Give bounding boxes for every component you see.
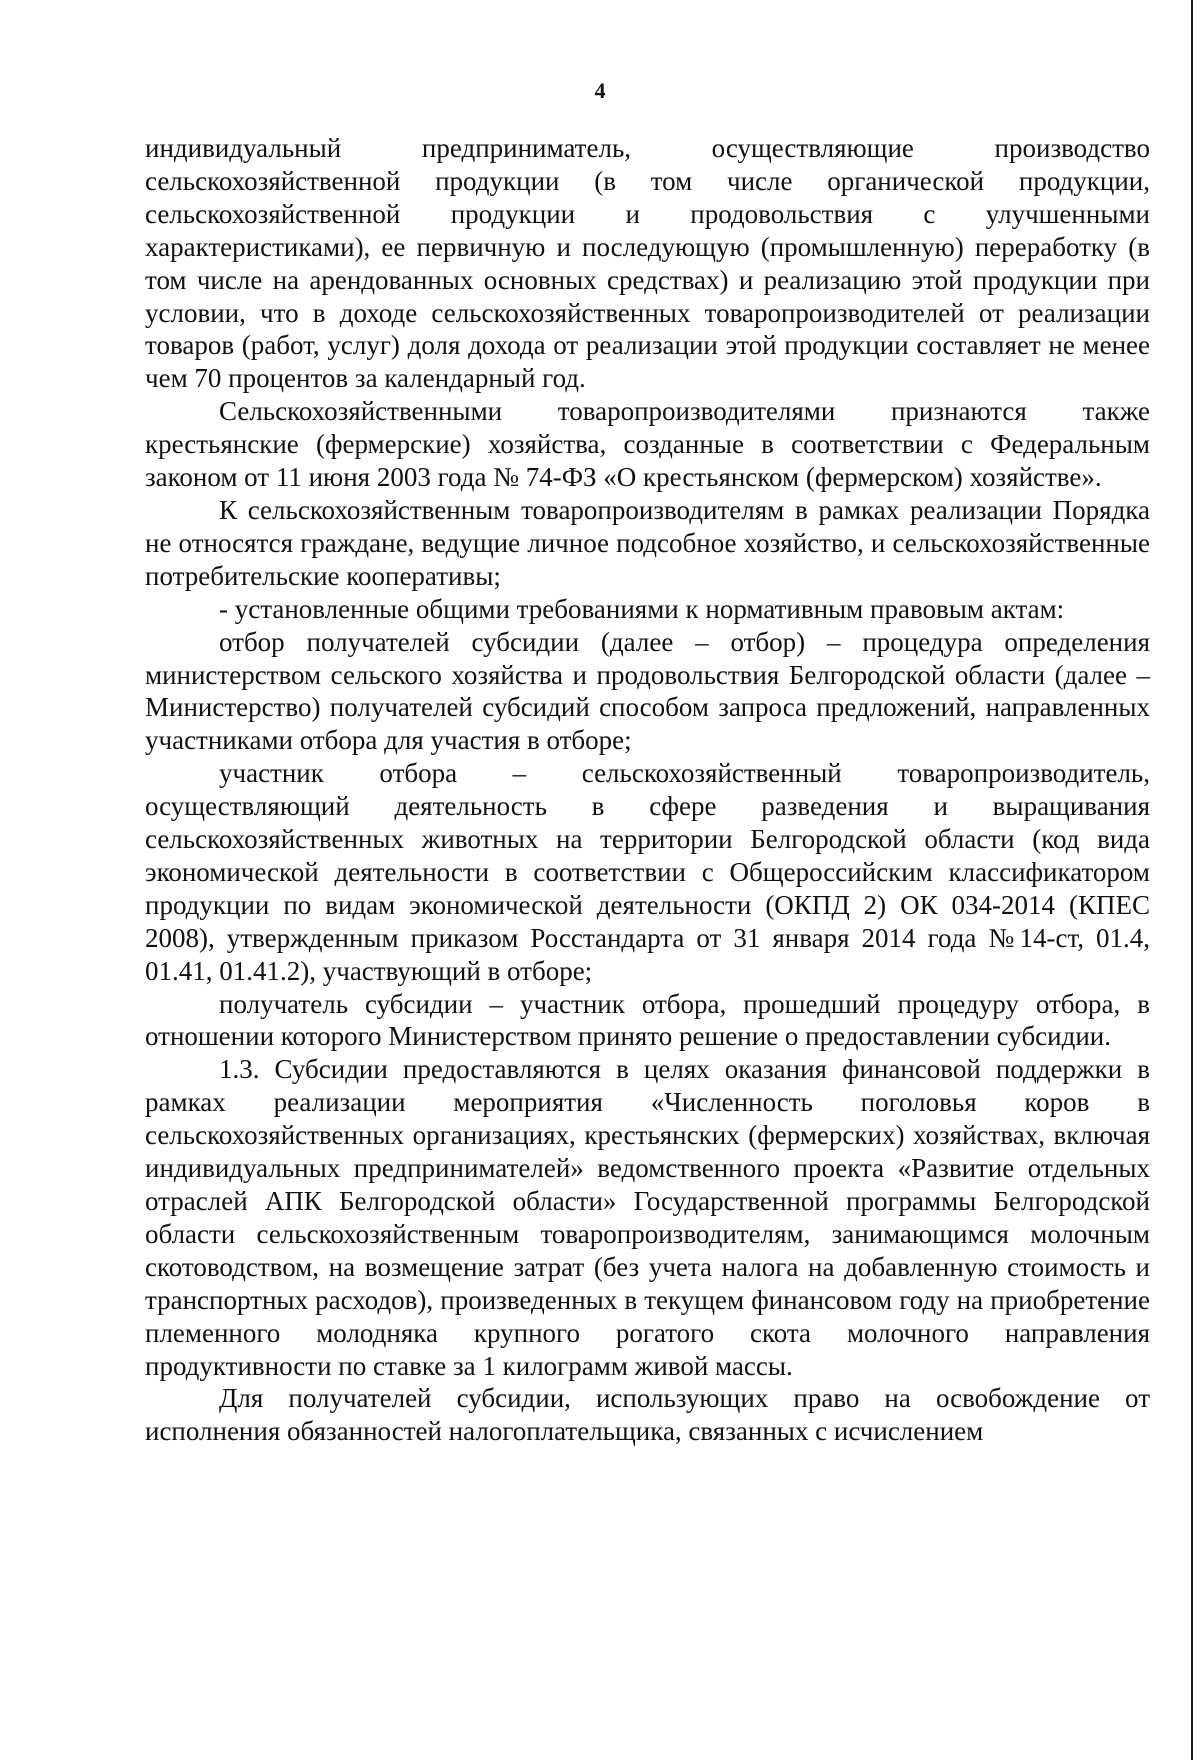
paragraph-tax-exemption: Для получателей субсидии, использующих право на освобождение от исполнения обязанностей налогоплательщика, связанных с исчислением	[145, 1383, 1150, 1447]
paragraph-general-requirements: - установленные общими требованиями к нормативным правовым актам:	[219, 593, 1065, 624]
paragraph-exclusions: К сельскохозяйственным товаропроизводителям в рамках реализации Порядка не относятся граждане, ведущие личное подсобное хозяйство, и сельскохозяйственные потребительские кооперативы;	[145, 494, 1150, 591]
paragraph-recipient-definition: получатель субсидии – участник отбора, прошедший процедуру отбора, в отношении которого Министерством принято решение о предоставлении субсидии.	[145, 988, 1150, 1052]
page-number: 4	[594, 78, 606, 103]
paragraph-continuation: индивидуальный предприниматель, осуществляющие производство сельскохозяйственной продукции (в том числе органической продукции, сельскохозяйственной продукции и продовольствия с улучшенными характеристиками), ее первичную и последующую (промышленную) переработку (в том числе на арендованных основных средствах) и реализацию этой продукции при условии, что в доходе сельскохозяйственных товаропроизводителей от реализации товаров (работ, услуг) доля дохода от реализации этой продукции составляет не менее чем 70 процентов за календарный год.	[145, 133, 1150, 394]
paragraph-selection-definition: отбор получателей субсидии (далее – отбор) – процедура определения министерством сельского хозяйства и продовольствия Белгородской области (далее – Министерство) получателей субсидий способом запроса предложений, направленных участниками отбора для участия в отборе;	[145, 626, 1150, 756]
scan-edge-line	[1191, 0, 1193, 1760]
document-body	[145, 132, 1150, 1448]
paragraph-participant-definition: участник отбора – сельскохозяйственный товаропроизводитель, осуществляющий деятельность в сфере разведения и выращивания сельскохозяйственных животных на территории Белгородской области (код вида экономической деятельности в соответствии с Общероссийским классификатором продукции по видам экономической деятельности (ОКПД 2) ОК 034-2014 (КПЕС 2008), утвержденным приказом Росстандарта от 31 января 2014 года №14-ст, 01.4, 01.41, 01.41.2), участвующий в отборе;	[145, 758, 1150, 986]
paragraph-section-1-3: 1.3. Субсидии предоставляются в целях оказания финансовой поддержки в рамках реализации мероприятия «Численность поголовья коров в сельскохозяйственных организациях, крестьянских (фермерских) хозяйствах, включая индивидуальных предпринимателей» ведомственного проекта «Развитие отдельных отраслей АПК Белгородской области» Государственной программы Белгородской области сельскохозяйственным товаропроизводителям, занимающимся молочным скотоводством, на возмещение затрат (без учета налога на добавленную стоимость и транспортных расходов), произведенных в текущем финансовом году на приобретение племенного молодняка крупного рогатого скота молочного направления продуктивности по ставке за 1 килограмм живой массы.	[145, 1054, 1150, 1381]
paragraph-farms: Сельскохозяйственными товаропроизводителями признаются также крестьянские (фермерские) хозяйства, созданные в соответствии с Федеральным законом от 11 июня 2003 года № 74-ФЗ «О крестьянском (фермерском) хозяйстве».	[145, 396, 1150, 493]
